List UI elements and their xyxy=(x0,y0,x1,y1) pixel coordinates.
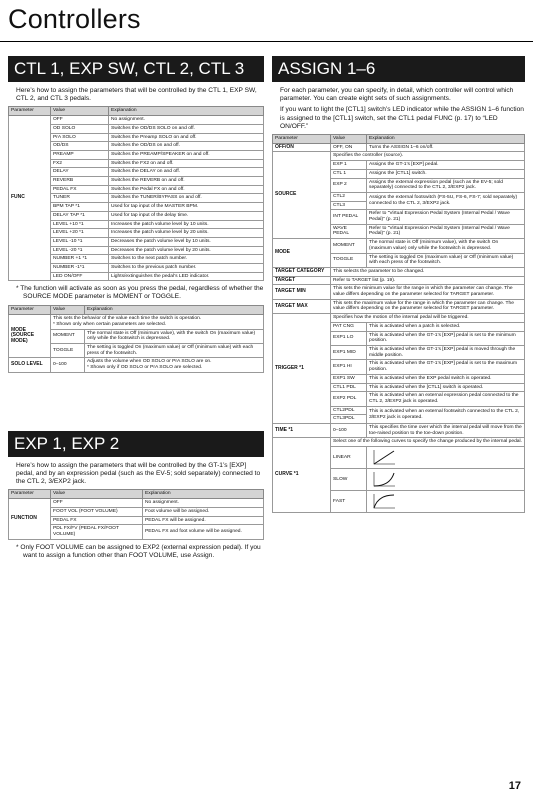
param-cell: SOLO LEVEL xyxy=(9,358,51,372)
table-header: Value xyxy=(51,490,143,499)
value-cell: PEDAL FX xyxy=(51,185,109,194)
param-cell: TIME *1 xyxy=(273,424,331,438)
explanation-cell: This is activated when the GT-1’s [EXP] pedal is set to the maximum position. xyxy=(367,360,525,374)
explanation-cell: Switches the PREAMP/SPEAKER on and off. xyxy=(109,150,264,159)
linear-curve-icon xyxy=(372,449,396,466)
value-cell: LEVEL -10 *1 xyxy=(51,237,109,246)
value-cell: CTL3 xyxy=(331,201,367,210)
table-row xyxy=(9,315,264,329)
value-cell: 0–100 xyxy=(331,424,367,438)
explanation-cell: This is activated when an external expression pedal connected to the CTL 2, 3/EXP2 jack is operated. xyxy=(367,392,525,406)
explanation-cell: This sets the maximum value for the range in which the parameter can change. The value differs depending on the parameter selected for TARGET parameter. xyxy=(331,299,525,313)
explanation-cell: Switches to the previous patch number. xyxy=(109,264,264,273)
explanation-cell: Turns the ASSIGN 1–6 on/off. xyxy=(367,143,525,152)
explanation-cell: Used for tap input of the MASTER BPM. xyxy=(109,203,264,212)
explanation-cell: This specifies the time over which the internal pedal will move from the toe-raised position to the toe-down position. xyxy=(367,424,525,438)
explanation-cell: Switches the DELAY on and off. xyxy=(109,168,264,177)
value-cell: FAST xyxy=(331,491,367,513)
curve-graph-cell xyxy=(367,447,525,469)
value-cell: WAVE PEDAL xyxy=(331,224,367,238)
explanation-cell: This is activated when an external footswitch connected to the CTL 2, 3/EXP2 jack is operated. xyxy=(367,406,525,423)
value-cell: PREAMP xyxy=(51,150,109,159)
value-cell: NUMBER -1*1 xyxy=(51,264,109,273)
table-row xyxy=(9,358,264,372)
exp-note: * Only FOOT VOLUME can be assigned to EXP2 (external expression pedal). If you want to assign a function other than FOOT VOLUME, use Assign. xyxy=(16,543,261,559)
param-cell: SOURCE xyxy=(273,152,331,239)
value-cell: FOOT VOL (FOOT VOLUME) xyxy=(51,507,143,516)
table-row xyxy=(9,499,264,508)
value-cell: LINEAR xyxy=(331,447,367,469)
explanation-cell: Refer to “Virtual Expression Pedal System (Internal Pedal / Wave Pedal)” (p. 21) xyxy=(367,224,525,238)
table-row xyxy=(9,116,264,125)
explanation-cell: No assignment. xyxy=(143,499,264,508)
explanation-cell: Used for tap input of the delay time. xyxy=(109,211,264,220)
value-cell: TUNER xyxy=(51,194,109,203)
explanation-cell: This is activated when the GT-1’s [EXP] pedal is moved through the middle position. xyxy=(367,346,525,360)
explanation-cell: Specifies the controller (source). xyxy=(331,152,525,161)
explanation-cell: This is activated when the GT-1’s [EXP] pedal is set to the minimum position. xyxy=(367,331,525,345)
ctl-func-table xyxy=(8,106,264,281)
explanation-cell: Switches the OD/DS on and off. xyxy=(109,142,264,151)
value-cell: LEVEL +10 *1 xyxy=(51,220,109,229)
value-cell: OD SOLO xyxy=(51,124,109,133)
curve-graph-cell xyxy=(367,469,525,491)
table-header: Value xyxy=(51,306,85,315)
mode-note: * Shown only when certain parameters are selected. xyxy=(53,321,167,327)
param-cell: TARGET CATEGORY xyxy=(273,267,331,276)
ctl-intro: Here’s how to assign the parameters that will be controlled by the CTL 1, EXP SW, CTL 2, and CTL 3 pedals. xyxy=(16,87,257,103)
explanation-cell: Assigns the external footswitch (FS-5U, FS-6, FS-7; sold separately) connected to the CTL 2, 3/EXP2 jack. xyxy=(367,192,525,209)
table-row xyxy=(273,276,525,285)
exp-section-heading: EXP 1, EXP 2 xyxy=(8,431,264,457)
param-cell: TARGET MIN xyxy=(273,285,331,299)
value-cell: MOMENT xyxy=(51,329,85,343)
table-row xyxy=(273,299,525,313)
explanation-cell: Specifies how the motion of the internal pedal will be triggered. xyxy=(331,314,525,323)
table-header: Parameter xyxy=(9,107,51,116)
table-header: Parameter xyxy=(9,306,51,315)
explanation-cell xyxy=(51,315,264,329)
value-cell: OD/DS xyxy=(51,142,109,151)
value-cell: OFF, ON xyxy=(331,143,367,152)
value-cell: MOMENT xyxy=(331,239,367,253)
explanation-cell: This is activated when the [CTL1] switch is operated. xyxy=(367,383,525,392)
param-cell: FUNC xyxy=(9,116,51,281)
explanation-cell: Switches the OD/DS SOLO on and off. xyxy=(109,124,264,133)
slow-curve-icon xyxy=(372,471,396,488)
table-row xyxy=(273,314,525,323)
ctl-section-heading: CTL 1, EXP SW, CTL 2, CTL 3 xyxy=(8,56,264,82)
param-cell: MODE (SOURCE MODE) xyxy=(9,315,51,358)
title-rule xyxy=(0,41,533,42)
page-title: Controllers xyxy=(8,4,141,34)
curve-graph-cell xyxy=(367,491,525,513)
value-cell: PAT CNG xyxy=(331,322,367,331)
exp-func-table xyxy=(8,489,264,539)
value-cell: EXP1 HI xyxy=(331,360,367,374)
explanation-cell: Assigns the GT-1’s [EXP] pedal. xyxy=(367,161,525,170)
value-cell: NUMBER +1 *1 xyxy=(51,255,109,264)
table-row xyxy=(273,143,525,152)
param-cell: FUNCTION xyxy=(9,499,51,540)
explanation-cell: PEDAL FX and foot volume will be assigned. xyxy=(143,525,264,539)
table-header: Explanation xyxy=(143,490,264,499)
explanation-cell: Switches the FX2 on and off. xyxy=(109,159,264,168)
ctl-mode-table xyxy=(8,305,264,372)
value-cell: TOGGLE xyxy=(331,253,367,267)
assign-intro-1: For each parameter, you can specify, in detail, which controller will control which parameter. You can create eight sets of such assignments. xyxy=(280,87,514,103)
page-number: 17 xyxy=(508,780,521,792)
explanation-cell: Refer to “Virtual Expression Pedal System (Internal Pedal / Wave Pedal)” (p. 21) xyxy=(367,210,525,224)
param-cell: TARGET MAX xyxy=(273,299,331,313)
value-cell: DELAY xyxy=(51,168,109,177)
explanation-cell: Switches to the next patch number. xyxy=(109,255,264,264)
assign-intro-2: If you want to light the [CTL1] switch’s LED indicator while the ASSIGN 1–6 function is assigned to the [CTL1] switch, set the CTL1 pedal FUNC (p. 17) to “LED ON/OFF.” xyxy=(280,106,524,130)
value-cell: CTL3PDL xyxy=(331,415,367,424)
solo-description: Adjusts the volume when OD SOLO or PrA SOLO are on. xyxy=(87,359,212,365)
table-row xyxy=(273,239,525,253)
table-header: Explanation xyxy=(109,107,264,116)
explanation-cell: Switches the TUNER/BYPASS on and off. xyxy=(109,194,264,203)
explanation-cell: Switches the Preamp SOLO on and off. xyxy=(109,133,264,142)
explanation-cell: Foot volume will be assigned. xyxy=(143,507,264,516)
value-cell: CTL2PDL xyxy=(331,406,367,415)
explanation-cell: Select one of the following curves to specify the change produced by the internal pedal. xyxy=(331,438,525,447)
explanation-cell: This sets the minimum value for the range in which the parameter can change. The value differs depending on the parameter selected for TARGET parameter. xyxy=(331,285,525,299)
value-cell: FX2 xyxy=(51,159,109,168)
explanation-cell: Refer to TARGET list (p. 19). xyxy=(331,276,525,285)
explanation-cell: No assignment. xyxy=(109,116,264,125)
param-cell: OFF/ON xyxy=(273,143,331,152)
value-cell: EXP1 LO xyxy=(331,331,367,345)
explanation-cell: Switches the REVERB on and off. xyxy=(109,177,264,186)
right-column xyxy=(272,56,525,513)
explanation-cell: Decreases the patch volume level by 10 units. xyxy=(109,237,264,246)
value-cell: EXP 2 xyxy=(331,178,367,192)
assign-section-heading: ASSIGN 1–6 xyxy=(272,56,525,82)
explanation-cell: This is activated when a patch is selected. xyxy=(367,322,525,331)
exp-intro: Here’s how to assign the parameters that will be controlled by the GT-1’s [EXP] pedal, and by an expression pedal (such as the EV-5; sold separately) connected to the CTL 2, 3/EXP2 jack. xyxy=(16,461,261,486)
value-cell: OFF xyxy=(51,499,143,508)
value-cell: PEDAL FX xyxy=(51,516,143,525)
left-column xyxy=(8,56,264,564)
table-header: Explanation xyxy=(367,135,525,144)
explanation-cell: Assigns the [CTL1] switch. xyxy=(367,169,525,178)
explanation-cell: Assigns the external expression pedal (such as the EV-5; sold separately) connected to the CTL 2, 3/EXP2 jack. xyxy=(367,178,525,192)
value-cell: EXP 1 xyxy=(331,161,367,170)
value-cell: CTL2 xyxy=(331,192,367,201)
value-cell: PrA SOLO xyxy=(51,133,109,142)
explanation-cell: PEDAL FX will be assigned. xyxy=(143,516,264,525)
value-cell: 0–100 xyxy=(51,358,85,372)
mode-description: This sets the behavior of the value each time the switch is operation. xyxy=(53,316,202,322)
explanation-cell: The normal state is Off (minimum value), with the switch On (maximum value) only while the footswitch is depressed. xyxy=(85,329,264,343)
value-cell: BPM TAP *1 xyxy=(51,203,109,212)
param-cell: MODE xyxy=(273,239,331,268)
value-cell: LEVEL -20 *1 xyxy=(51,246,109,255)
value-cell: LEVEL +20 *1 xyxy=(51,229,109,238)
explanation-cell xyxy=(85,358,264,372)
explanation-cell: Increases the patch volume level by 10 units. xyxy=(109,220,264,229)
value-cell: EXP1 MID xyxy=(331,346,367,360)
value-cell: EXP1 SW xyxy=(331,374,367,383)
ctl-note: * The function will activate as soon as you press the pedal, regardless of whether the SOURCE MODE parameter is MOMENT or TOGGLE. xyxy=(16,285,264,301)
table-row xyxy=(273,152,525,161)
value-cell: OFF xyxy=(51,116,109,125)
explanation-cell: This is activated when the EXP pedal switch is operated. xyxy=(367,374,525,383)
table-row xyxy=(273,267,525,276)
table-row xyxy=(273,285,525,299)
solo-note: * Shown only if OD SOLO or PrA SOLO are selected. xyxy=(87,365,203,371)
table-row xyxy=(273,424,525,438)
value-cell: CTL 1 xyxy=(331,169,367,178)
explanation-cell: The setting is toggled On (maximum value) or Off (minimum value) with each press of the footswitch. xyxy=(367,253,525,267)
explanation-cell: This selects the parameter to be changed. xyxy=(331,267,525,276)
explanation-cell: Lights/extinguishes the pedal’s LED indicator. xyxy=(109,272,264,281)
table-header: Value xyxy=(331,135,367,144)
table-header: Explanation xyxy=(85,306,264,315)
assign-table xyxy=(272,134,525,513)
param-cell: TRIGGER *1 xyxy=(273,314,331,424)
value-cell: SLOW xyxy=(331,469,367,491)
table-header: Parameter xyxy=(9,490,51,499)
value-cell: TOGGLE xyxy=(51,343,85,357)
value-cell: EXP2 PDL xyxy=(331,392,367,406)
table-header: Value xyxy=(51,107,109,116)
table-row xyxy=(273,438,525,447)
explanation-cell: The normal state is Off (minimum value), with the switch On (maximum value) only while the footswitch is depressed. xyxy=(367,239,525,253)
value-cell: PDL FX/FV (PEDAL FX/FOOT VOLUME) xyxy=(51,525,143,539)
fast-curve-icon xyxy=(372,493,396,510)
value-cell: DELAY TAP *1 xyxy=(51,211,109,220)
table-header: Parameter xyxy=(273,135,331,144)
param-cell: CURVE *1 xyxy=(273,438,331,513)
explanation-cell: Decreases the patch volume level by 20 units. xyxy=(109,246,264,255)
value-cell: REVERB xyxy=(51,177,109,186)
value-cell: INT PEDAL xyxy=(331,210,367,224)
explanation-cell: The setting is toggled On (maximum value) or Off (minimum value) with each press of the footswitch. xyxy=(85,343,264,357)
explanation-cell: Switches the Pedal FX on and off. xyxy=(109,185,264,194)
value-cell: CTL1 PDL xyxy=(331,383,367,392)
param-cell: TARGET xyxy=(273,276,331,285)
value-cell: LED ON/OFF xyxy=(51,272,109,281)
explanation-cell: Increases the patch volume level by 20 units. xyxy=(109,229,264,238)
